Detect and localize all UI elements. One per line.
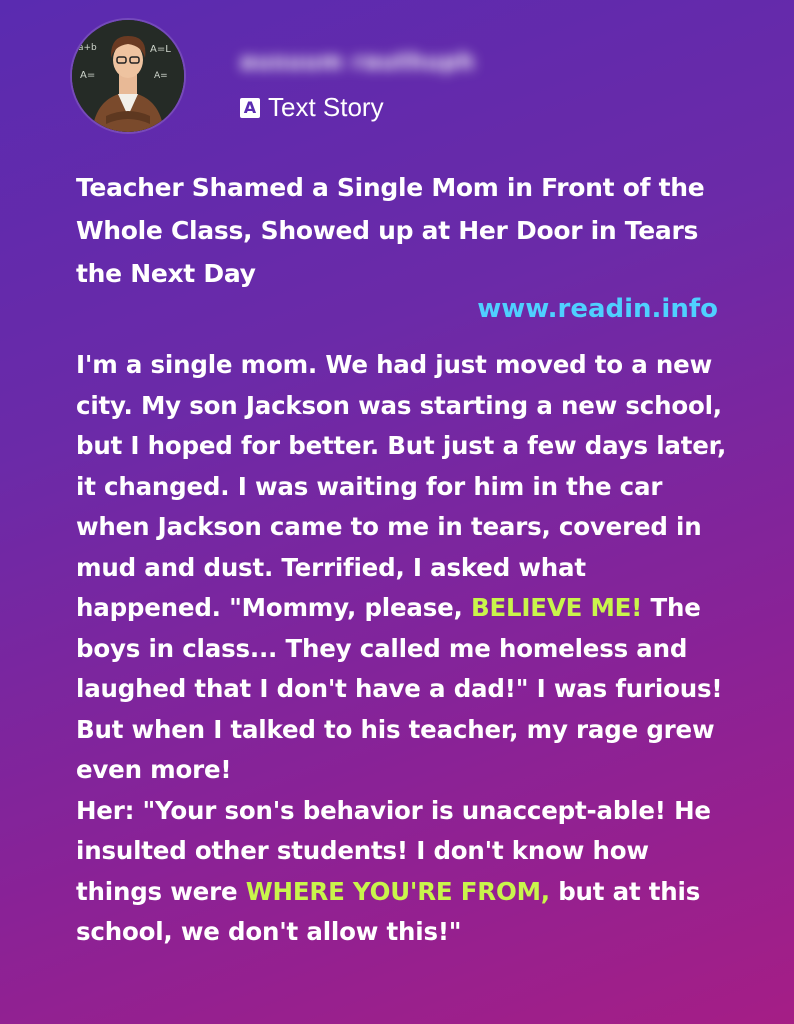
- author-name[interactable]: ausuum rauthuph: [240, 50, 476, 75]
- story-type-label: Text Story: [268, 92, 384, 122]
- teacher-avatar-icon: [72, 20, 184, 132]
- story-text: The boys in class... They called me homeless and laughed that I don't have a dad!" I was furious! But when I talked to his teacher, my rage grew even more!: [76, 593, 723, 784]
- story-text: but at this school, we don't allow this!": [76, 876, 701, 946]
- story-text: I'm a single mom. We had just moved to a new city. My son Jackson was starting a new school, but I hoped for better. But just a few days later, it changed. I was waiting for him in the car when Jackson came to me in tears, covered in mud and dust. Terrified, I asked what happened. "Mommy, please,: [76, 350, 727, 622]
- site-url[interactable]: www.readin.info: [477, 294, 718, 324]
- text-story-icon: A: [240, 98, 260, 118]
- svg-text:a+b: a+b: [78, 43, 97, 53]
- story-text: Her: "Your son's behavior is unaccept-able! He insulted other students! I don't know how things were: [76, 795, 711, 906]
- highlight-text: WHERE YOU'RE FROM,: [245, 876, 550, 906]
- highlight-text: BELIEVE ME!: [470, 593, 643, 622]
- svg-text:A=L: A=L: [150, 44, 171, 55]
- svg-text:A=: A=: [154, 71, 168, 81]
- story-header: [72, 20, 732, 135]
- story-title: Teacher Shamed a Single Mom in Front of the Whole Class, Showed up at Her Door in Tears the Next Day: [76, 173, 705, 288]
- story-type: [240, 92, 384, 123]
- avatar[interactable]: [72, 20, 184, 132]
- story-body: [76, 345, 736, 953]
- svg-text:A=: A=: [80, 70, 96, 81]
